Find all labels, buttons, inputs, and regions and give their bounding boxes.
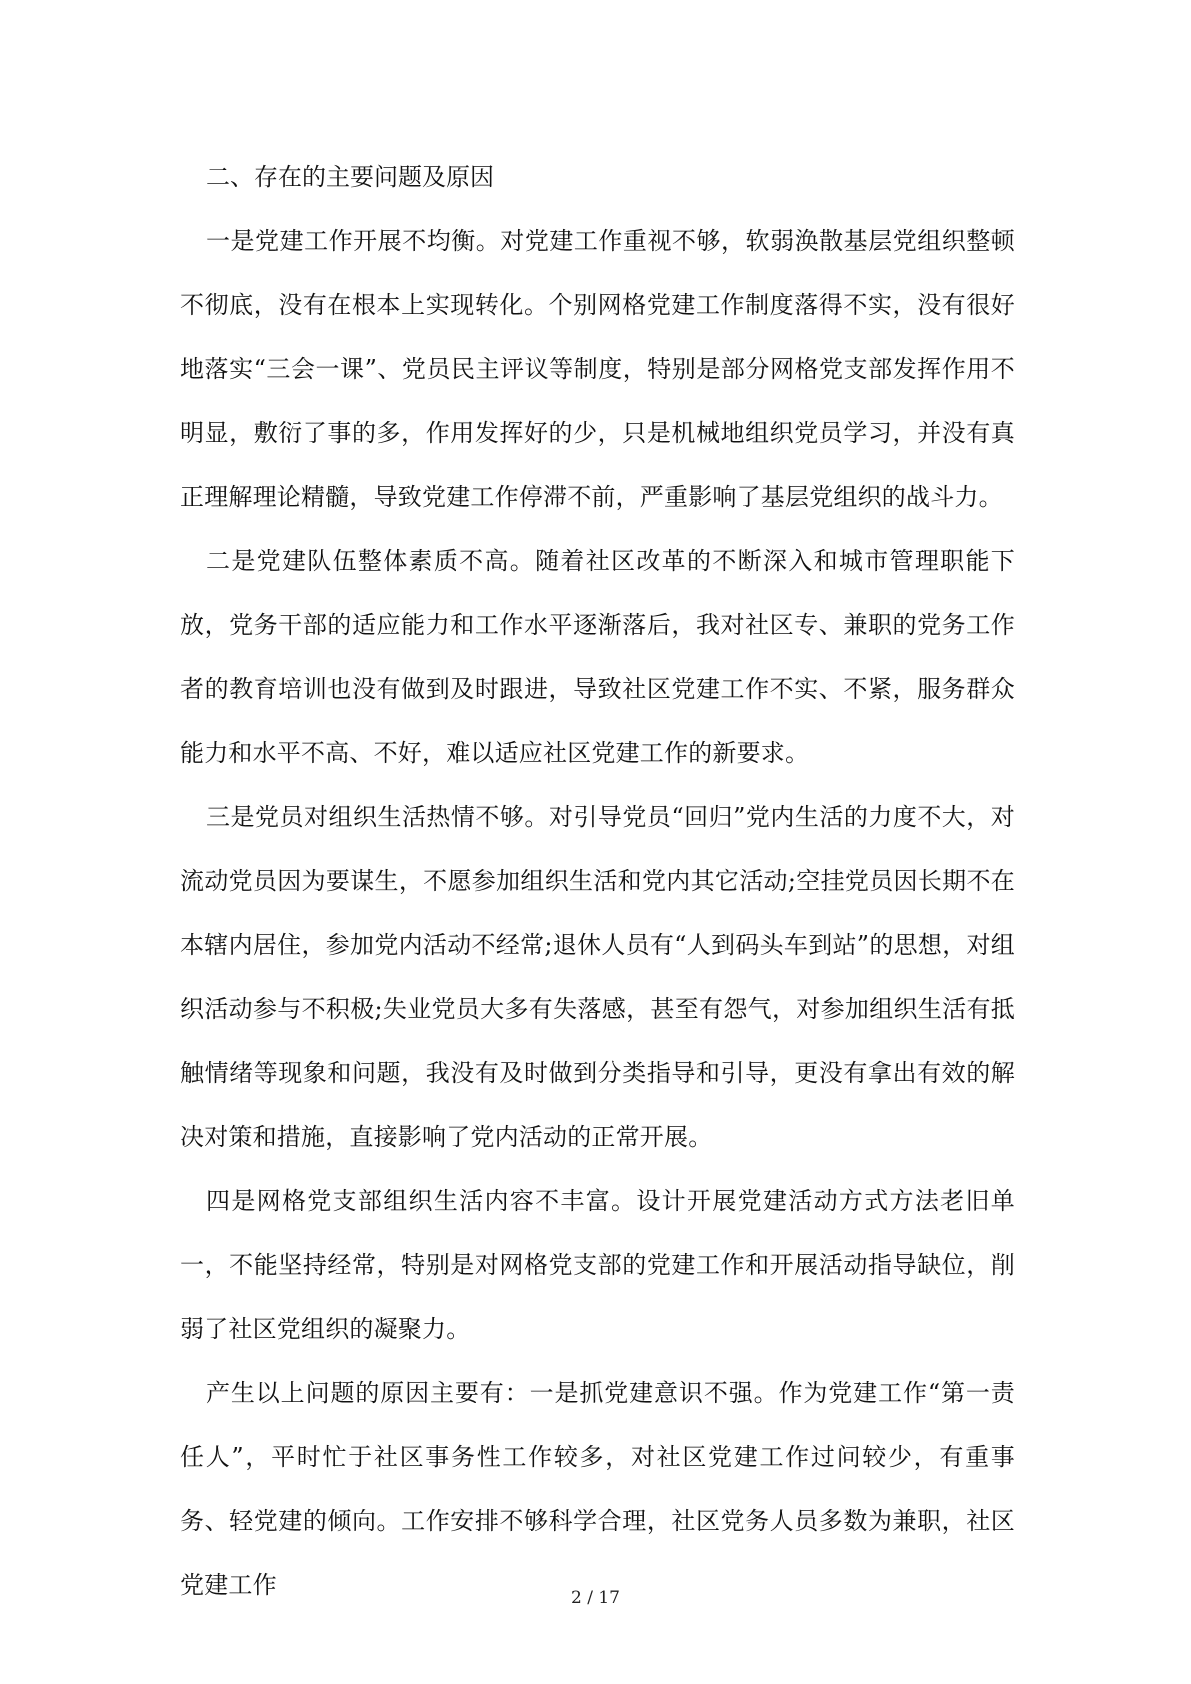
paragraph-1: 一是党建工作开展不均衡。对党建工作重视不够，软弱涣散基层党组织整顿不彻底，没有在根本上实现转化。个别网格党建工作制度落得不实，没有很好地落实“三会一课”、党员民主评议等制度，特别是部分网格党支部发挥作用不明显，敷衍了事的多，作用发挥好的少，只是机械地组织党员学习，并没有真正理解理论精髓，导致党建工作停滞不前，严重影响了基层党组织的战斗力。 [180, 227, 1015, 511]
paragraph-3: 三是党员对组织生活热情不够。对引导党员“回归”党内生活的力度不大，对流动党员因为要谋生，不愿参加组织生活和党内其它活动;空挂党员因长期不在本辖内居住，参加党内活动不经常;退休人员有“人到码头车到站”的思想，对组织活动参与不积极;失业党员大多有失落感，甚至有怨气，对参加组织生活有抵触情绪等现象和问题，我没有及时做到分类指导和引导，更没有拿出有效的解决对策和措施，直接影响了党内活动的正常开展。 [180, 803, 1015, 1151]
document-body [180, 145, 1015, 1617]
page-number: 2 / 17 [571, 1588, 620, 1608]
section-heading: 二、存在的主要问题及原因 [206, 163, 494, 191]
paragraph-5: 产生以上问题的原因主要有：一是抓党建意识不强。作为党建工作“第一责任人”，平时忙于社区事务性工作较多，对社区党建工作过问较少，有重事务、轻党建的倾向。工作安排不够科学合理，社区党务人员多数为兼职，社区党建工作 [180, 1379, 1015, 1599]
paragraph-2: 二是党建队伍整体素质不高。随着社区改革的不断深入和城市管理职能下放，党务干部的适应能力和工作水平逐渐落后，我对社区专、兼职的党务工作者的教育培训也没有做到及时跟进，导致社区党建工作不实、不紧，服务群众能力和水平不高、不好，难以适应社区党建工作的新要求。 [180, 547, 1015, 767]
paragraph-4: 四是网格党支部组织生活内容不丰富。设计开展党建活动方式方法老旧单一，不能坚持经常，特别是对网格党支部的党建工作和开展活动指导缺位，削弱了社区党组织的凝聚力。 [180, 1187, 1015, 1343]
